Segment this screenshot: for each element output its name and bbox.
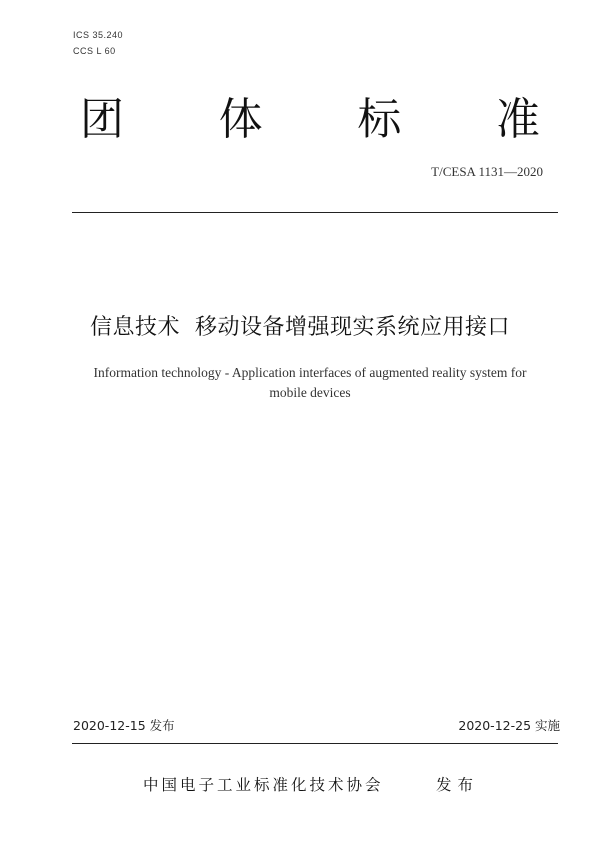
chinese-title: 信息技术 移动设备增强现实系统应用接口 <box>90 315 510 340</box>
english-title <box>60 363 560 403</box>
ccs-code: CCS L 60 <box>73 46 116 56</box>
ics-code: ICS 35.240 <box>73 30 124 40</box>
standard-type-char: 团 <box>80 94 124 145</box>
english-title-line: Information technology - Application interfaces of augmented reality system for <box>93 365 527 380</box>
standard-type-char: 准 <box>495 94 540 145</box>
issuer-action: 发布 <box>436 776 480 794</box>
implement-date: 2020-12-25 实施 <box>458 718 560 733</box>
standard-number: T/CESA 1131—2020 <box>431 164 543 179</box>
standard-type-heading <box>80 92 540 148</box>
standard-type-char: 体 <box>218 94 263 145</box>
bottom-divider <box>72 743 558 744</box>
issuer-name: 中国电子工业标准化技术协会 <box>143 776 384 794</box>
english-title-line: mobile devices <box>269 385 351 400</box>
publish-date: 2020-12-15 发布 <box>73 718 175 733</box>
standard-type-char: 标 <box>357 94 402 145</box>
top-divider <box>72 212 558 213</box>
